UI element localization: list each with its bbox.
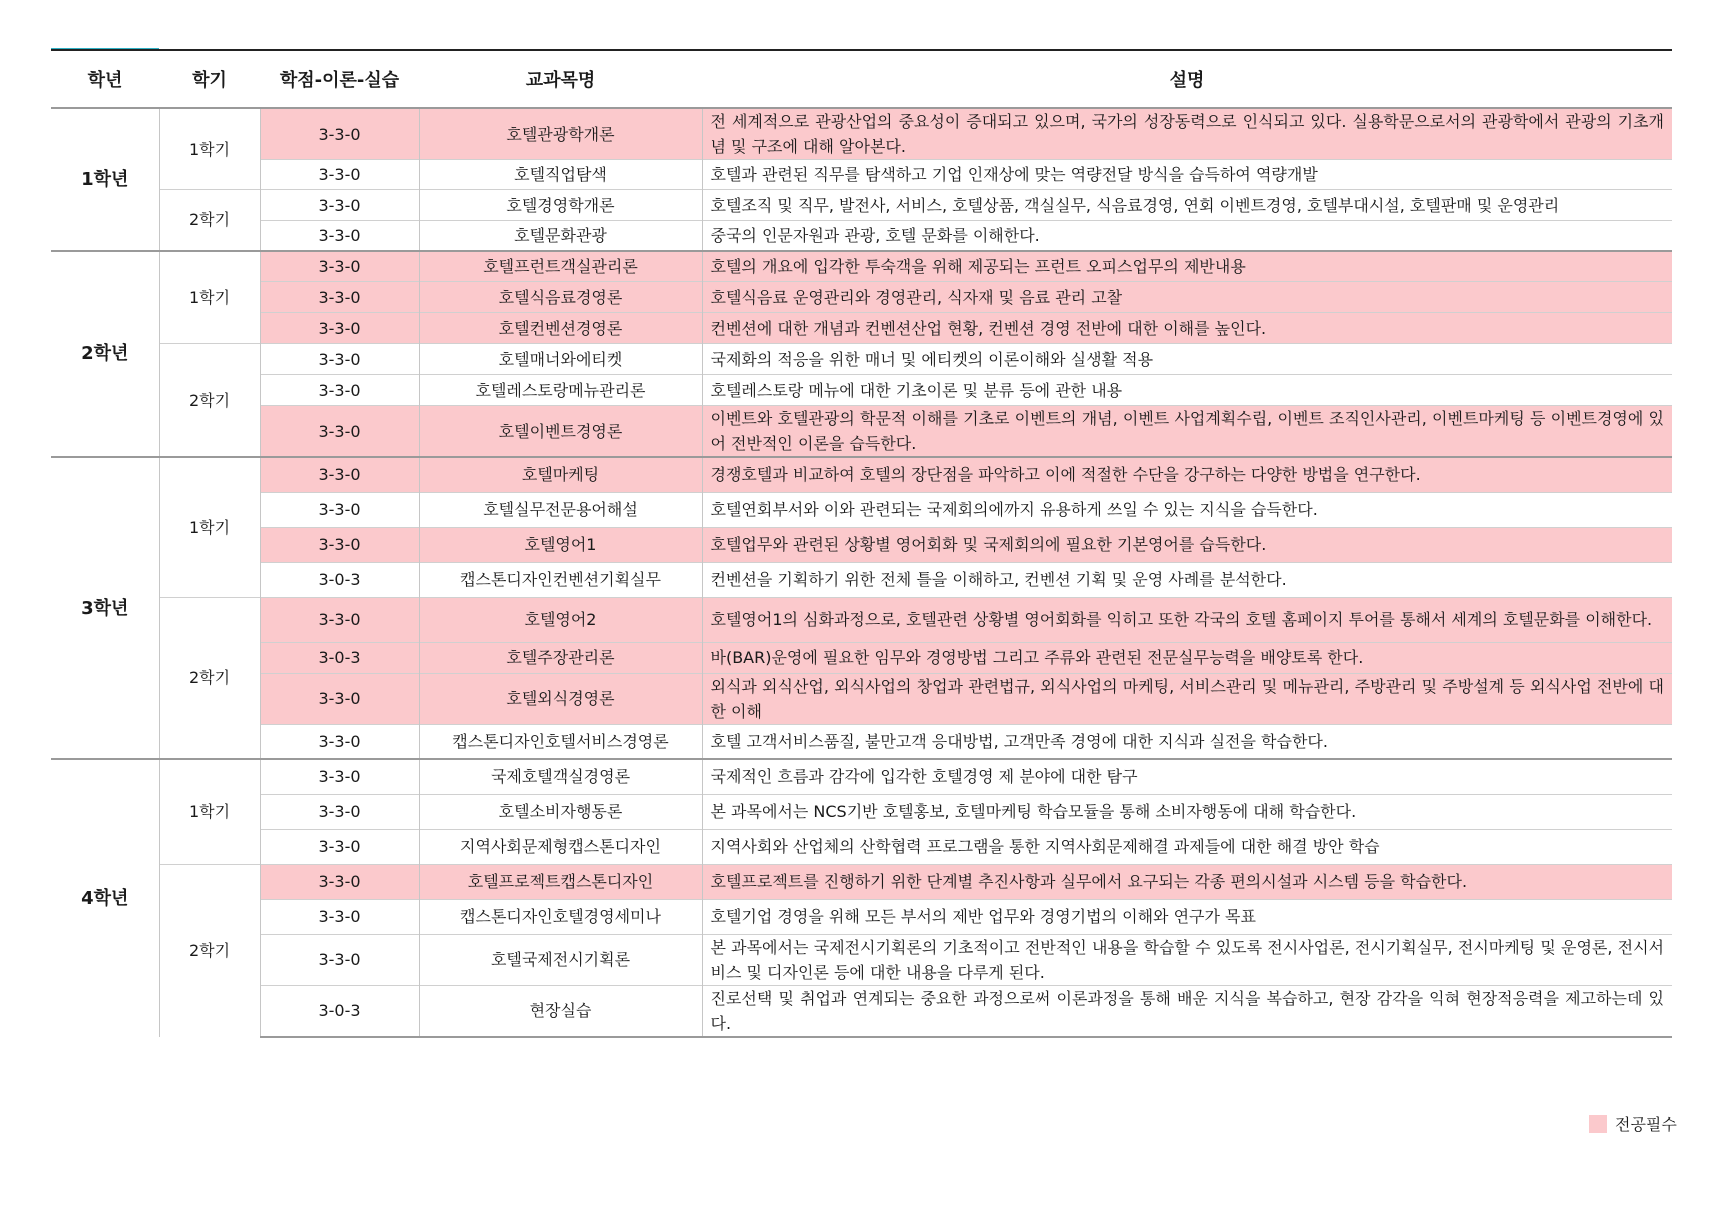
course-name-cell: 호텔실무전문용어해설 xyxy=(419,492,702,527)
credits-cell: 3-3-0 xyxy=(260,899,419,934)
credits-cell: 3-3-0 xyxy=(260,221,419,251)
course-name-cell: 호텔주장관리론 xyxy=(419,642,702,673)
credits-cell: 3-3-0 xyxy=(260,597,419,642)
description-cell: 본 과목에서는 NCS기반 호텔홍보, 호텔마케팅 학습모듈을 통해 소비자행동에 대해 학습한다. xyxy=(702,794,1672,829)
course-row xyxy=(51,829,1672,864)
course-name-cell: 캡스톤디자인호텔서비스경영론 xyxy=(419,724,702,759)
course-row xyxy=(51,642,1672,673)
description-cell: 호텔업무와 관련된 상황별 영어회화 및 국제회의에 필요한 기본영어를 습득한다. xyxy=(702,527,1672,562)
description-cell: 바(BAR)운영에 필요한 임무와 경영방법 그리고 주류와 관련된 전문실무능력을 배양토록 한다. xyxy=(702,642,1672,673)
year-cell: 1학년 xyxy=(51,108,159,251)
credits-cell: 3-3-0 xyxy=(260,108,419,160)
course-name-cell: 호텔외식경영론 xyxy=(419,673,702,724)
credits-cell: 3-3-0 xyxy=(260,344,419,375)
credits-cell: 3-3-0 xyxy=(260,492,419,527)
course-row xyxy=(51,899,1672,934)
credits-cell: 3-3-0 xyxy=(260,724,419,759)
semester-cell: 2학기 xyxy=(159,864,260,1037)
description-cell: 본 과목에서는 국제전시기획론의 기초적이고 전반적인 내용을 학습할 수 있도록 전시사업론, 전시기획실무, 전시마케팅 및 운영론, 전시서비스 및 디자인론 등에 대한 내용을 다루게 된다. xyxy=(702,934,1672,985)
course-row xyxy=(51,934,1672,985)
credits-cell: 3-3-0 xyxy=(260,375,419,406)
course-name-cell: 호텔직업탐색 xyxy=(419,160,702,190)
description-cell: 전 세계적으로 관광산업의 중요성이 증대되고 있으며, 국가의 성장동력으로 인식되고 있다. 실용학문으로서의 관광학에서 관광의 기초개념 및 구조에 대해 알아본다. xyxy=(702,108,1672,160)
credits-cell: 3-3-0 xyxy=(260,673,419,724)
course-row xyxy=(51,457,1672,492)
semester-cell: 2학기 xyxy=(159,190,260,251)
header-course: 교과목명 xyxy=(419,51,702,108)
course-row xyxy=(51,313,1672,344)
description-cell: 국제화의 적응을 위한 매너 및 에티켓의 이론이해와 실생활 적용 xyxy=(702,344,1672,375)
legend xyxy=(1589,1112,1677,1135)
credits-cell: 3-0-3 xyxy=(260,985,419,1037)
course-row xyxy=(51,406,1672,458)
credits-cell: 3-3-0 xyxy=(260,406,419,458)
description-cell: 진로선택 및 취업과 연계되는 중요한 과정으로써 이론과정을 통해 배운 지식을 복습하고, 현장 감각을 익혀 현장적응력을 제고하는데 있다. xyxy=(702,985,1672,1037)
semester-cell: 2학기 xyxy=(159,597,260,759)
description-cell: 호텔프로젝트를 진행하기 위한 단계별 추진사항과 실무에서 요구되는 각종 편의시설과 시스템 등을 학습한다. xyxy=(702,864,1672,899)
description-cell: 호텔과 관련된 직무를 탐색하고 기업 인재상에 맞는 역량전달 방식을 습득하여 역량개발 xyxy=(702,160,1672,190)
credits-cell: 3-3-0 xyxy=(260,864,419,899)
description-cell: 호텔영어1의 심화과정으로, 호텔관련 상황별 영어회화를 익히고 또한 각국의 호텔 홈페이지 투어를 통해서 세계의 호텔문화를 이해한다. xyxy=(702,597,1672,642)
course-row xyxy=(51,190,1672,221)
description-cell: 호텔레스토랑 메뉴에 대한 기초이론 및 분류 등에 관한 내용 xyxy=(702,375,1672,406)
course-name-cell: 호텔영어1 xyxy=(419,527,702,562)
description-cell: 이벤트와 호텔관광의 학문적 이해를 기초로 이벤트의 개념, 이벤트 사업계획수립, 이벤트 조직인사관리, 이벤트마케팅 등 이벤트경영에 있어 전반적인 이론을 습득한다. xyxy=(702,406,1672,458)
course-name-cell: 호텔관광학개론 xyxy=(419,108,702,160)
credits-cell: 3-0-3 xyxy=(260,642,419,673)
description-cell: 경쟁호텔과 비교하여 호텔의 장단점을 파악하고 이에 적절한 수단을 강구하는 다양한 방법을 연구한다. xyxy=(702,457,1672,492)
credits-cell: 3-3-0 xyxy=(260,313,419,344)
description-cell: 컨벤션에 대한 개념과 컨벤션산업 현황, 컨벤션 경영 전반에 대한 이해를 높인다. xyxy=(702,313,1672,344)
course-name-cell: 호텔이벤트경영론 xyxy=(419,406,702,458)
credits-cell: 3-3-0 xyxy=(260,934,419,985)
course-name-cell: 호텔국제전시기획론 xyxy=(419,934,702,985)
course-name-cell: 국제호텔객실경영론 xyxy=(419,759,702,794)
course-name-cell: 호텔프런트객실관리론 xyxy=(419,251,702,282)
legend-label: 전공필수 xyxy=(1615,1115,1677,1134)
course-name-cell: 호텔식음료경영론 xyxy=(419,282,702,313)
course-row xyxy=(51,864,1672,899)
semester-cell: 1학기 xyxy=(159,759,260,864)
course-name-cell: 호텔레스토랑메뉴관리론 xyxy=(419,375,702,406)
course-name-cell: 캡스톤디자인컨벤션기획실무 xyxy=(419,562,702,597)
description-cell: 호텔조직 및 직무, 발전사, 서비스, 호텔상품, 객실실무, 식음료경영, 연회 이벤트경영, 호텔부대시설, 호텔판매 및 운영관리 xyxy=(702,190,1672,221)
course-name-cell: 현장실습 xyxy=(419,985,702,1037)
credits-cell: 3-3-0 xyxy=(260,160,419,190)
course-row xyxy=(51,160,1672,190)
credits-cell: 3-3-0 xyxy=(260,829,419,864)
description-cell: 호텔 고객서비스품질, 불만고객 응대방법, 고객만족 경영에 대한 지식과 실전을 학습한다. xyxy=(702,724,1672,759)
credits-cell: 3-3-0 xyxy=(260,794,419,829)
course-name-cell: 호텔문화관광 xyxy=(419,221,702,251)
description-cell: 지역사회와 산업체의 산학협력 프로그램을 통한 지역사회문제해결 과제들에 대한 해결 방안 학습 xyxy=(702,829,1672,864)
course-name-cell: 호텔매너와에티켓 xyxy=(419,344,702,375)
legend-swatch xyxy=(1589,1115,1607,1133)
credits-cell: 3-3-0 xyxy=(260,457,419,492)
course-row xyxy=(51,492,1672,527)
semester-cell: 2학기 xyxy=(159,344,260,458)
header-semester: 학기 xyxy=(159,51,260,108)
credits-cell: 3-3-0 xyxy=(260,251,419,282)
course-row xyxy=(51,375,1672,406)
semester-cell: 1학기 xyxy=(159,108,260,190)
course-name-cell: 지역사회문제형캡스톤디자인 xyxy=(419,829,702,864)
header-description: 설명 xyxy=(702,51,1672,108)
course-row xyxy=(51,759,1672,794)
header-credits: 학점-이론-실습 xyxy=(260,51,419,108)
course-name-cell: 호텔소비자행동론 xyxy=(419,794,702,829)
description-cell: 중국의 인문자원과 관광, 호텔 문화를 이해한다. xyxy=(702,221,1672,251)
course-row xyxy=(51,282,1672,313)
description-cell: 호텔기업 경영을 위해 모든 부서의 제반 업무와 경영기법의 이해와 연구가 목표 xyxy=(702,899,1672,934)
description-cell: 호텔연회부서와 이와 관련되는 국제회의에까지 유용하게 쓰일 수 있는 지식을 습득한다. xyxy=(702,492,1672,527)
credits-cell: 3-3-0 xyxy=(260,282,419,313)
semester-cell: 1학기 xyxy=(159,457,260,597)
course-name-cell: 캡스톤디자인호텔경영세미나 xyxy=(419,899,702,934)
curriculum-table xyxy=(51,51,1672,1038)
description-cell: 호텔의 개요에 입각한 투숙객을 위해 제공되는 프런트 오피스업무의 제반내용 xyxy=(702,251,1672,282)
course-row xyxy=(51,221,1672,251)
credits-cell: 3-3-0 xyxy=(260,759,419,794)
course-name-cell: 호텔마케팅 xyxy=(419,457,702,492)
course-row xyxy=(51,597,1672,642)
description-cell: 호텔식음료 운영관리와 경영관리, 식자재 및 음료 관리 고찰 xyxy=(702,282,1672,313)
course-row xyxy=(51,344,1672,375)
table-body xyxy=(51,108,1672,1037)
course-row xyxy=(51,562,1672,597)
credits-cell: 3-0-3 xyxy=(260,562,419,597)
course-row xyxy=(51,673,1672,724)
course-row xyxy=(51,724,1672,759)
course-row xyxy=(51,985,1672,1037)
credits-cell: 3-3-0 xyxy=(260,190,419,221)
description-cell: 외식과 외식산업, 외식사업의 창업과 관련법규, 외식사업의 마케팅, 서비스관리 및 메뉴관리, 주방관리 및 주방설계 등 외식사업 전반에 대한 이해 xyxy=(702,673,1672,724)
year-cell: 3학년 xyxy=(51,457,159,759)
course-row xyxy=(51,251,1672,282)
course-name-cell: 호텔컨벤션경영론 xyxy=(419,313,702,344)
course-row xyxy=(51,108,1672,160)
credits-cell: 3-3-0 xyxy=(260,527,419,562)
course-row xyxy=(51,527,1672,562)
course-name-cell: 호텔프로젝트캡스톤디자인 xyxy=(419,864,702,899)
course-name-cell: 호텔영어2 xyxy=(419,597,702,642)
year-cell: 2학년 xyxy=(51,251,159,458)
course-row xyxy=(51,794,1672,829)
header-year: 학년 xyxy=(51,51,159,108)
year-cell: 4학년 xyxy=(51,759,159,1037)
description-cell: 국제적인 흐름과 감각에 입각한 호텔경영 제 분야에 대한 탐구 xyxy=(702,759,1672,794)
table-header-row xyxy=(51,51,1672,108)
course-name-cell: 호텔경영학개론 xyxy=(419,190,702,221)
description-cell: 컨벤션을 기획하기 위한 전체 틀을 이해하고, 컨벤션 기획 및 운영 사례를 분석한다. xyxy=(702,562,1672,597)
semester-cell: 1학기 xyxy=(159,251,260,344)
